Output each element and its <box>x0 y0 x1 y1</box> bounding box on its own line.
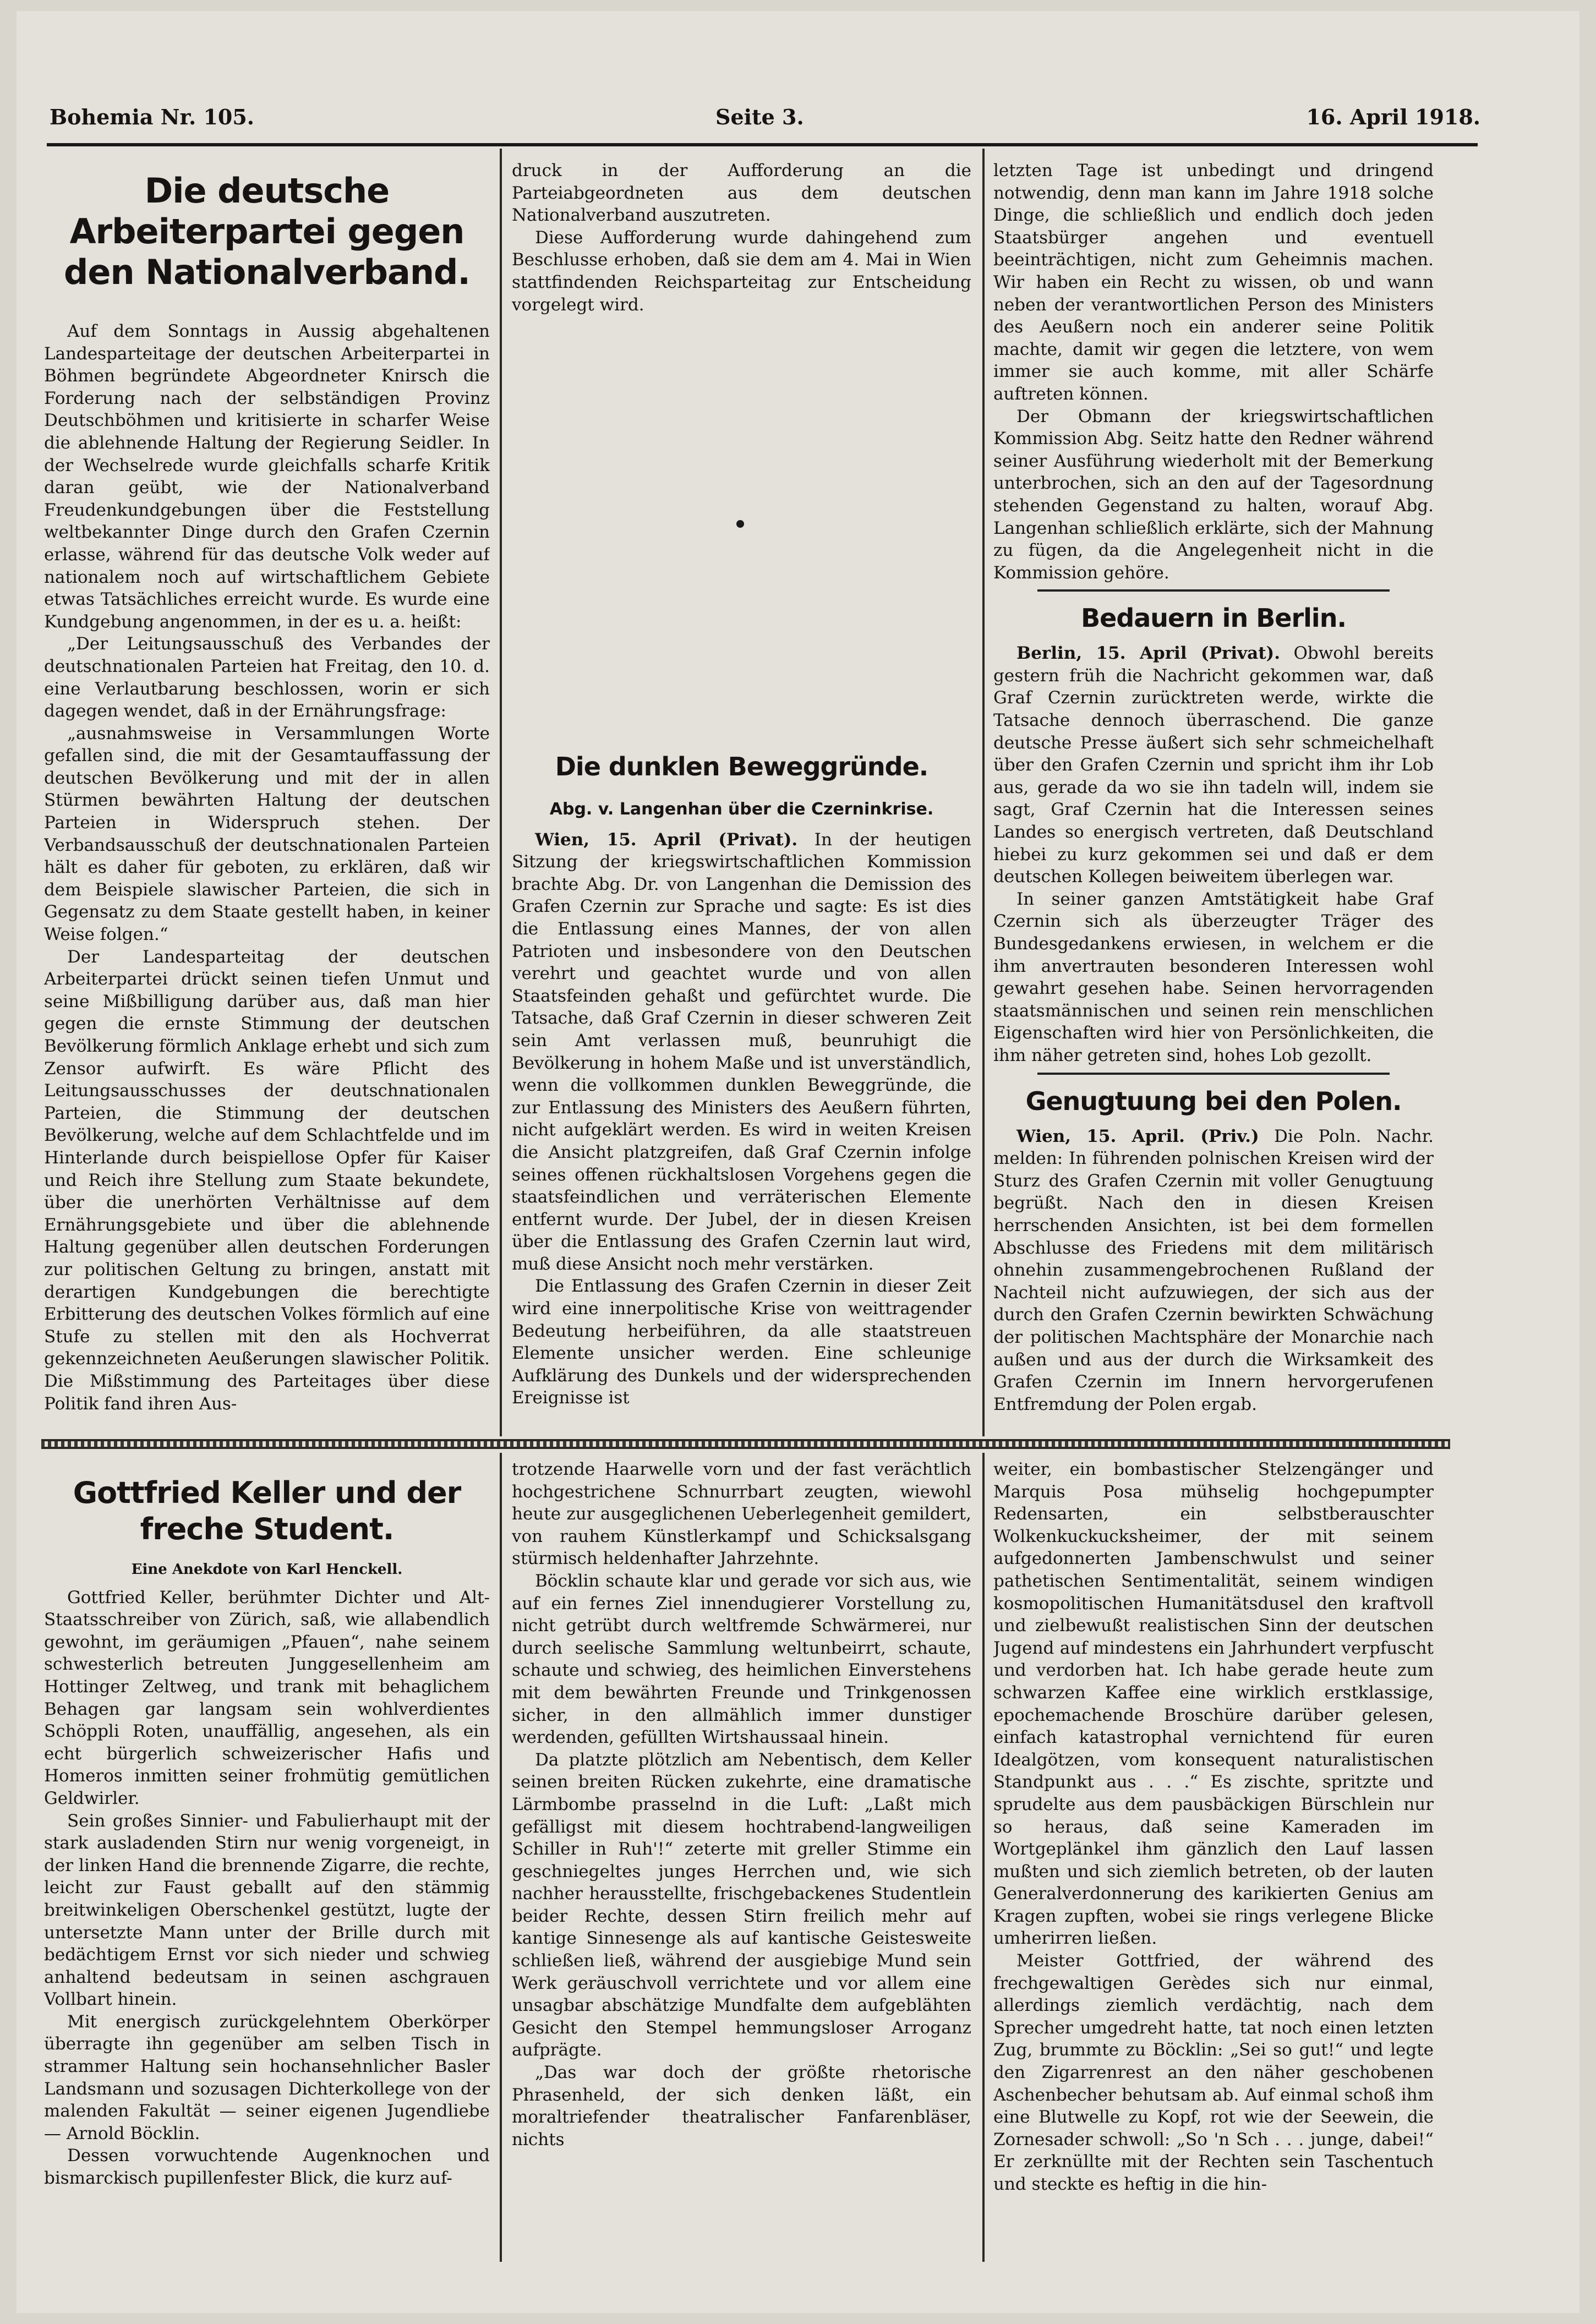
paragraph: Der Obmann der kriegswirtschaftlichen Kommission Abg. Seitz hatte den Redner während seiner Ausführung wiederholt mit der Bemerkung unterbrochen, sich an den auf der Tagesordnung stehenden Gegenstand zu halten, worauf Abg. Langenhan schließlich erklärte, sich der Mahnung zu fügen, da die Angelegenheit nicht in die Kommission gehöre. <box>993 406 1434 583</box>
issue-date: 16. April 1918. <box>1306 105 1480 129</box>
paragraph: trotzende Haarwelle vorn und der fast verächtlich hochgestrichene Schnurrbart zeugten, wiewohl heute zur ausgeglichenen Ueberlegenheit gemildert, von rauhem Künstlerkampf und Schicksalsgang stürmisch heldenhafter Jahrzehnte. <box>512 1459 971 1569</box>
headline: Die dunklen Beweggründe. <box>555 752 928 781</box>
paragraph: Die Entlassung des Grafen Czernin in dieser Zeit wird eine innerpolitische Krise von weittragender Bedeutung herbeiführen, da alle staatstreuen Elemente unsicher werden. Eine schleunige Aufklärung des Dunkels und der widersprechenden Ereignisse ist <box>512 1276 971 1408</box>
article-separator <box>1037 589 1390 592</box>
feuilleton-col-2 <box>512 1458 971 2267</box>
dateline: Wien, 15. April (Privat). <box>535 829 798 850</box>
headline: Bedauern in Berlin. <box>1081 603 1346 633</box>
header-rule <box>47 143 1478 146</box>
column-rule <box>982 1453 985 2262</box>
paragraph: „Das war doch der größte rhetorische Phrasenheld, der sich denken läßt, ein moraltriefender theatralischer Fanfarenbläser, nichts <box>512 2063 971 2150</box>
paragraph: Da platzte plötzlich am Nebentisch, dem Keller seinen breiten Rücken zukehrte, eine dramatische Lärmbombe prasselnd in die Luft: „Laßt mich gefälligst mit diesem hochtrabend-langweiligen Schiller in Ruh'!“ zeterte mit greller Stimme ein geschniegeltes junges Herrchen und, wie sich nachher herausstellte, frischgebackenes Studentlein beider Rechte, dessen Stirn freilich mehr auf kantige Sinnesenge als auf kantische Geistesweite schließen ließ, während der ausgiebige Mund sein Werk geräuschvoll verrichtete und vor allem eine unsagbar abschätzige Mundfalte dem aufgeblähten Gesicht den Stempel hemmungsloser Arroganz aufprägte. <box>512 1749 971 2060</box>
paragraph: Böcklin schaute klar und gerade vor sich aus, wie auf ein fernes Ziel innendugierer Vorstellung zu, nicht getrübt durch weltfremde Schwärmerei, nur durch seelische Sammlung weltunbeirrt, schaute, schaute und schwieg, des heimlichen Einverstehens mit dem bewährten Freunde und Trinkgenossen sicher, in den allmählich immer dunstiger werdenden, gefüllten Wirtshaussaal hinein. <box>512 1571 971 1748</box>
article-column-3 <box>993 160 1434 1420</box>
masthead-issue: Bohemia Nr. 105. <box>50 105 255 129</box>
paragraph: Sein großes Sinnier- und Fabulierhaupt mit der stark ausladenden Stirn nur wenig vorgeneigt, in der linken Hand die brennende Zigarre, die rechte, leicht zur Faust geballt auf den stämmig breitwinkeligen Oberschenkel gestützt, lugte der untersetzte Mann unter der Brille durch mit bedächtigem Ernst vor sich nieder und schwieg anhaltend bedeutsam in seinen aschgrauen Vollbart hinein. <box>44 1811 490 2010</box>
paragraph: „Der Leitungsausschuß des Verbandes der deutschnationalen Parteien hat Freitag, den 10. d. eine Verlautbarung beschlossen, worin er sich dagegen wendet, daß in der Ernährungsfrage: <box>44 634 490 721</box>
page-header <box>50 105 1480 143</box>
column-rule <box>982 149 985 1436</box>
paragraph: Der Landesparteitag der deutschen Arbeiterpartei drückt seinen tiefen Unmut und seine Mißbilligung darüber aus, daß man hier gegen die ernste Stimmung der deutschen Bevölkerung förmlich Anklage erhebt und sich zum Zensor aufwirft. Es wäre Pflicht des Leitungsausschusses der deutschnationalen Parteien, die Stimmung der deutschen Bevölkerung, welche auf dem Schlachtfelde und im Hinterlande durch beispiellose Opfer für Kaiser und Reich ihre Stellung zum Staate bekundete, über die unerhörten Verhältnisse auf dem Ernährungsgebiete und über die ablehnende Haltung gegenüber allen deutschen Forderungen zur politischen Geltung zu bringen, anstatt mit derartigen Kundgebungen die berechtigte Erbitterung des deutschen Volkes förmlich auf eine Stufe zu stellen mit den als Hochverrat gekennzeichneten Aeußerungen slawischer Politik. Die Mißstimmung des Parteitages über diese Politik fand ihren Aus- <box>44 947 490 1414</box>
paragraph: „ausnahmsweise in Versammlungen Worte gefallen sind, die mit der Gesamtauffassung der deutschen Bevölkerung und mit der in allen Stürmen bewährten Haltung der deutschen Parteien in Widerspruch stehen. Der Verbandsausschuß der deutschnationalen Parteien hält es daher für geboten, zu erklären, daß wir dem Beispiele slawischer Parteien, die sich in Gegensatz zu dem Staate gestellt haben, in keiner Weise folgen.“ <box>44 723 490 945</box>
feuilleton-col-1 <box>44 1458 490 2267</box>
dateline: Wien, 15. April. (Priv.) <box>1016 1126 1259 1146</box>
paragraph: Diese Aufforderung wurde dahingehend zum Beschlusse erhoben, daß sie dem am 4. Mai in Wien stattfindenden Reichsparteitag zur Entscheidung vorgelegt wird. <box>512 227 971 315</box>
feuilleton-rule <box>41 1439 1450 1449</box>
paragraph: In seiner ganzen Amtstätigkeit habe Graf Czernin sich als überzeugter Träger des Bundesgedankens erwiesen, in welchem er die ihm anvertrauten besonderen Interessen wohl gewahrt gesehen habe. Seinen hervorragenden staatsmännischen und seinen rein menschlichen Eigenschaften wird hier von Persönlichkeiten, die ihm näher getreten sind, hohes Lob gezollt. <box>993 889 1434 1065</box>
subheadline: Abg. v. Langenhan über die Czerninkrise. <box>549 800 934 819</box>
ink-mark <box>736 520 744 528</box>
column-rule <box>500 149 502 1436</box>
paragraph: Dessen vorwuchtende Augenknochen und bismarckisch pupillenfester Blick, die kurz auf- <box>44 2146 490 2189</box>
article-arbeiterpartei <box>44 160 490 1420</box>
headline: Genugtuung bei den Polen. <box>1025 1086 1402 1116</box>
article-beweggruende <box>512 735 971 1423</box>
feuilleton-col-3 <box>993 1458 1434 2267</box>
article-continuation <box>512 160 971 732</box>
article-separator <box>1037 1073 1390 1075</box>
byline: Eine Anekdote von Karl Henckell. <box>131 1561 403 1578</box>
paragraph: Obwohl bereits gestern früh die Nachricht gekommen war, daß Graf Czernin zurücktreten werde, wirkte die Tatsache dennoch überraschend. Die ganze deutsche Presse äußert sich sehr schmeichelhaft über den Grafen Czernin und spricht ihm ihr Lob aus, gerade da wo sie ihn tadeln will, indem sie sagt, Graf Czernin hat die Interessen seines Landes so energisch vertreten, daß Deutschland hiebei zu kurz gekommen sei und daß er dem deutschen Kollegen beiweitem überlegen war. <box>993 643 1434 887</box>
dateline: Berlin, 15. April (Privat). <box>1016 643 1280 664</box>
feuilleton-headline: Gottfried Keller und der freche Student. <box>73 1475 461 1546</box>
paragraph: letzten Tage ist unbedingt und dringend notwendig, denn man kann im Jahre 1918 solche Dinge, die schließlich und endlich doch jeden Staatsbürger angehen und eventuell beeinträchtigen, nicht zum Geheimnis machen. Wir haben ein Recht zu wissen, ob und wann neben der verantwortlichen Person des Ministers des Aeußern noch ein anderer seine Politik machte, damit wir gegen die letztere, von wem immer sie auch komme, mit aller Schärfe auftreten können. <box>993 161 1434 404</box>
paragraph: In der heutigen Sitzung der kriegswirtschaftlichen Kommission brachte Abg. Dr. von Langenhan die Demission des Grafen Czernin zur Sprache und sagte: Es ist dies die Entlassung eines Mannes, der von allen Patrioten und insbesondere von den Deutschen verehrt und geachtet wurde und von allen Staatsfeinden gehaßt und gefürchtet wurde. Die Tatsache, daß Graf Czernin in dieser schweren Zeit sein Amt verlassen muß, beunruhigt die Bevölkerung in hohem Maße und ist unverständlich, wenn die vollkommen dunklen Beweggründe, die zur Entlassung des Ministers des Aeußern führten, nicht aufgeklärt werden. Es wird in weiten Kreisen die Ansicht platzgreifen, daß Graf Czernin infolge seines offenen rückhaltslosen Vorgehens gegen die staatsfeindlichen und verräterischen Elemente entfernt wurde. Der Jubel, der in diesen Kreisen über die Entlassung des Grafen Czernin laut wird, muß diese Ansicht noch mehr verstärken. <box>512 829 971 1274</box>
page-number: Seite 3. <box>715 105 804 129</box>
paragraph: druck in der Aufforderung an die Parteiabgeordneten aus dem deutschen Nationalverband auszutreten. <box>512 161 971 226</box>
paragraph: Meister Gottfried, der während des frechgewaltigen Gerèdes sich nur einmal, allerdings ziemlich verdächtig, nach dem Sprecher umgedreht hatte, tat noch einen letzten Zug, brummte zu Böcklin: „Sei so gut!“ und legte den Zigarrenrest an den näher geschobenen Aschenbecher behutsam ab. Auf einmal schoß ihm eine Blutwelle zu Kopf, rot wie der Seewein, die Zornesader schwoll: „So 'n Sch . . . junge, dabei!“ Er zerknüllte mit der Rechten sein Taschentuch und steckte es heftig in die hin- <box>993 1951 1434 2194</box>
paragraph: Mit energisch zurückgelehntem Oberkörper überragte ihn gegenüber am selben Tisch in strammer Haltung sein hochansehnlicher Basler Landsmann und sozusagen Dichterkollege von der malenden Fakultät — seiner eigenen Jugendliebe — Arnold Böcklin. <box>44 2011 490 2143</box>
newspaper-page <box>17 11 1579 2313</box>
paragraph: Gottfried Keller, berühmter Dichter und Alt-Staatsschreiber von Zürich, saß, wie allabendlich gewohnt, im geräumigen „Pfauen“, nahe seinem schwesterlich betreuten Junggesellenheim am Hottinger Zeltweg, und trank mit behaglichem Behagen gar langsam sein wohlverdientes Schöppli Roten, unauffällig, angesehen, als ein echt bürgerlich schweizerischer Hafis und Homeros inmitten seiner frohmütig gemütlichen Geldwirler. <box>44 1587 490 1808</box>
paragraph: Die Poln. Nachr. melden: In führenden polnischen Kreisen wird der Sturz des Grafen Czernin mit voller Genugtuung begrüßt. Nach den in diesen Kreisen herrschenden Ansichten, ist bei dem formellen Abschlusse des Friedens mit dem militärisch ohnehin zusammengebrochenen Rußland der Nachteil nicht aufzuwiegen, der sich aus der durch den Grafen Czernin bewirkten Schwächung der politischen Machtsphäre der Monarchie nach außen und aus der durch die Wirksamkeit des Grafen Czernin im Innern hervorgerufenen Entfremdung der Polen ergab. <box>993 1126 1434 1414</box>
paragraph: weiter, ein bombastischer Stelzengänger und Marquis Posa mühselig hochgepumpter Redensarten, ein selbstberauschter Wolkenkuckucksheimer, der mit seinem aufgedonnerten Jambenschwulst und seiner pathetischen Sentimentalität, seinem windigen kosmopolitischen Humanitätsdusel den kraftvoll und zielbewußt realistischen Sinn der deutschen Jugend auf mindestens ein Jahrhundert verpfuscht und verdorben hat. Ich habe gerade heute zum schwarzen Kaffee eine wirklich erstklassige, epochemachende Broschüre darüber gelesen, einfach katastrophal vernichtend für euren Idealgötzen, vom konsequent naturalistischen Standpunkt aus . . .“ Es zischte, spritzte und sprudelte aus dem pausbäckigen Bürschlein nur so heraus, daß seine Kameraden im Wortgeplänkel ihm gänzlich den Lauf lassen mußten und sich ziemlich betreten, ob der lauten Generalverdonnerung des karikierten Genius am Kragen zupften, wobei sie rings verlegene Blicke umherirren ließen. <box>993 1459 1434 1949</box>
paragraph: Auf dem Sonntags in Aussig abgehaltenen Landesparteitage der deutschen Arbeiterpartei in Böhmen begründete Abgeordneter Knirsch die Forderung nach der selbständigen Provinz Deutschböhmen und kritisierte in scharfer Weise die ablehnende Haltung der Regierung Seidler. In der Wechselrede wurde gleichfalls scharfe Kritik daran geübt, wie der Nationalverband Freudenkundgebungen über die Feststellung weltbekannter Dinge durch den Grafen Czernin erlasse, während für das deutsche Volk weder auf nationalem noch auf wirtschaftlichem Gebiete etwas Tatsächliches erreicht wurde. Es wurde eine Kundgebung angenommen, in der es u. a. heißt: <box>44 321 490 632</box>
column-rule <box>500 1453 502 2262</box>
headline: Die deutsche Arbeiterpartei gegen den Nationalverband. <box>64 171 470 292</box>
